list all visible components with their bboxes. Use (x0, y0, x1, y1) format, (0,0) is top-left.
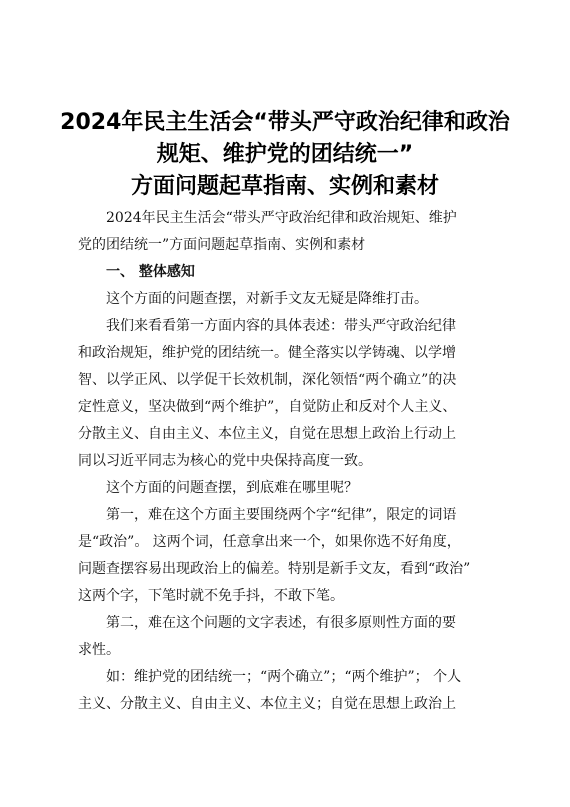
paragraph-line: 问题查摆容易出现政治上的偏差。特别是新手文友，看到“政治” (78, 561, 471, 577)
paragraph-line: 第一，难在这个方面主要围绕两个字“纪律”，限定的词语 (106, 507, 457, 523)
paragraph-line: 这两个字，下笔时就不免手抖，不敢下笔。 (78, 588, 344, 604)
document-title-line-2: 规矩、维护党的团结统一” (156, 142, 414, 167)
paragraph-line: 定性意义，坚决做到“两个维护”，自觉防止和反对个人主义、 (78, 399, 457, 415)
paragraph-line: 分散主义、自由主义、本位主义，自觉在思想上政治上行动上 (78, 426, 456, 442)
paragraph-line: 和政治规矩，维护党的团结统一。健全落实以学铸魂、以学增 (78, 345, 456, 361)
paragraph-line: 智、以学正风、以学促干长效机制，深化领悟“两个确立”的决 (78, 372, 457, 388)
paragraph-line: 同以习近平同志为核心的党中央保持高度一致。 (78, 453, 372, 469)
paragraph-line: 是“政治”。 这两个词，任意拿出来一个，如果你选不好角度， (78, 534, 461, 550)
document-title-line-1: 2024年民主生活会“带头严守政治纪律和政治 (60, 110, 510, 135)
paragraph-line: 我们来看看第一方面内容的具体表述：带头严守政治纪律 (106, 318, 456, 334)
paragraph-line: 主义、分散主义、自由主义、本位主义；自觉在思想上政治上 (78, 696, 456, 712)
section-heading: 一、 整体感知 (106, 264, 195, 280)
paragraph-line: 如：维护党的团结统一；“两个确立”；“两个维护”； 个人 (106, 669, 462, 685)
paragraph-line: 求性。 (78, 642, 120, 658)
document-title-line-3: 方面问题起草指南、实例和素材 (130, 174, 439, 199)
paragraph-line: 第二，难在这个问题的文字表述，有很多原则性方面的要 (106, 615, 456, 631)
subtitle-line: 党的团结统一”方面问题起草指南、实例和素材 (78, 237, 366, 253)
paragraph-line: 这个方面的问题查摆，到底难在哪里呢？ (106, 480, 358, 496)
paragraph-line: 这个方面的问题查摆，对新手文友无疑是降维打击。 (106, 291, 428, 307)
subtitle-line: 2024年民主生活会“带头严守政治纪律和政治规矩、维护 (106, 210, 457, 226)
